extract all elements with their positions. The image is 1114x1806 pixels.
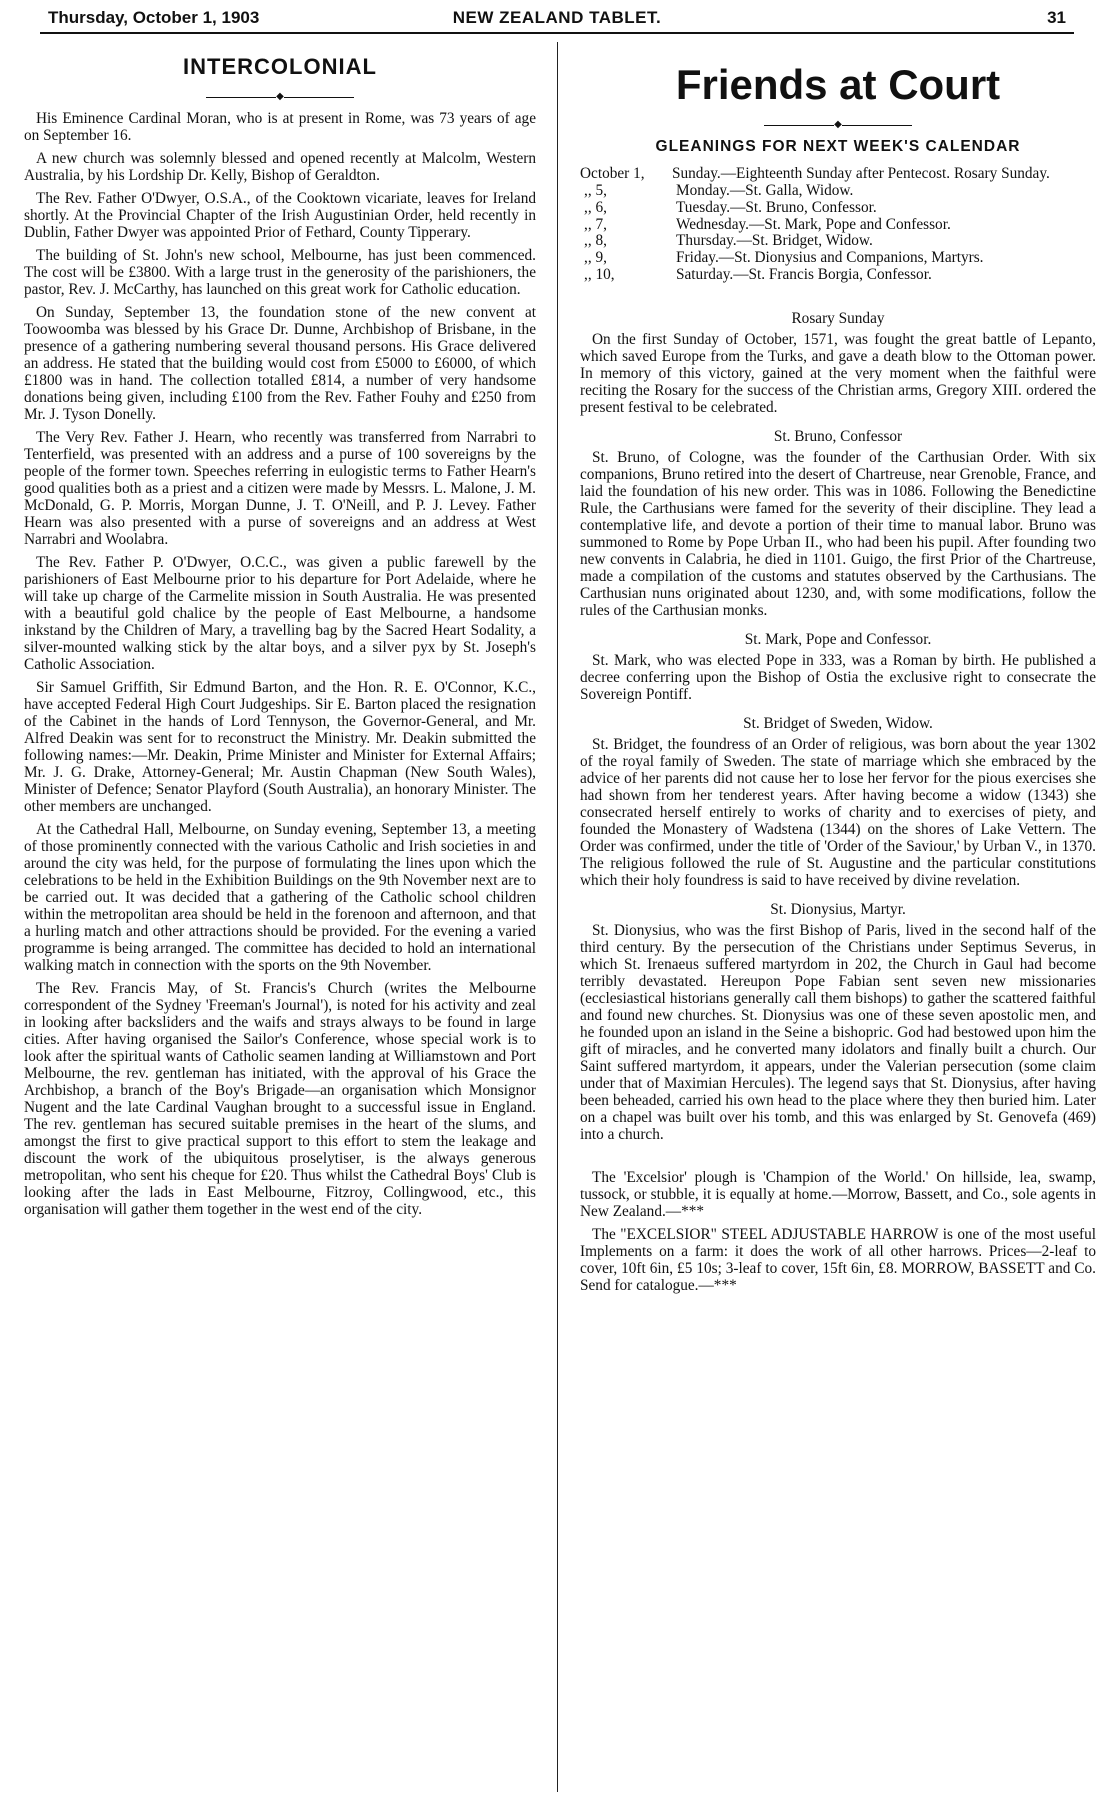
calendar-text: Friday.—St. Dionysius and Companions, Martyrs. (676, 249, 984, 267)
calendar-date: ,, 9, (584, 249, 607, 267)
column-divider (557, 42, 558, 1792)
issue-date: Thursday, October 1, 1903 (48, 8, 260, 27)
calendar-text: Saturday.—St. Francis Borgia, Confessor. (676, 266, 932, 284)
intercolonial-paragraphs (24, 110, 536, 1218)
calendar-date: ,, 10, (584, 266, 615, 284)
calendar-entry (580, 267, 1096, 284)
news-paragraph: On Sunday, September 13, the foundation stone of the new convent at Toowoomba was blessed by his Grace Dr. Dunne, Archbishop of Brisbane, in the presence of a gathering numbering several thousand persons. His Grace delivered an address. He stated that the building would cost from £5000 to £6000, of which £1800 was in hand. The collection totalled £814, a number of very handsome donations being given, including £100 from the Rev. Father Fouhy and £250 from Mr. J. Tyson Donelly. (24, 304, 536, 424)
calendar-text: Tuesday.—St. Bruno, Confessor. (676, 198, 877, 216)
spacer (580, 1149, 1096, 1169)
calendar-text: Thursday.—St. Bridget, Widow. (676, 232, 873, 250)
calendar-text: Monday.—St. Galla, Widow. (676, 182, 854, 200)
calendar-entry (580, 166, 1096, 183)
section-heading: St. Bridget of Sweden, Widow. (743, 714, 933, 732)
news-paragraph: The Rev. Father O'Dwyer, O.S.A., of the Cooktown vicariate, leaves for Ireland shortly. At the Provincial Chapter of the Irish Augustinian Order, held recently in Dublin, Father Dwyer was appointed Prior of Fethard, County Tipperary. (24, 190, 536, 242)
section-paragraph: St. Bruno, of Cologne, was the founder of the Carthusian Order. With six companions, Bruno retired into the desert of Chartreuse, near Grenoble, France, and laid the foundation of his new order. This was in 1086. Following the Benedictine Rule, the Carthusians were famed for the severity of their discipline. They lead a contemplative life, and devote a portion of their time to manual labor. Bruno was summoned to Rome by Pope Urban II., who had been his pupil. After founding two new convents in Calabria, he died in 1101. Guigo, the first Prior of the Chartreuse, made a compilation of the customs and statutes observed by the Carthusians. The Carthusian nuns originated about 1230, and, with some modifications, follow the rules of the Carthusian monks. (580, 448, 1096, 619)
calendar-list (580, 166, 1096, 284)
calendar-date: ,, 5, (584, 182, 607, 200)
news-paragraph: The Very Rev. Father J. Hearn, who recently was transferred from Narrabri to Tenterfield, was presented with an address and a purse of 100 sovereigns by the people of the former town. Speeches referring in eulogistic terms to Father Hearn's good qualities both as a priest and a citizen were made by Messrs. L. Malone, J. M. McDonald, G. P. Morris, Morgan Dunne, J. T. O'Neill, and P. J. Levey. Father Hearn was also presented with a purse of sovereigns and an address at West Narrabri and Woolabra. (24, 429, 536, 549)
news-paragraph: The Rev. Father P. O'Dwyer, O.C.C., was given a public farewell by the parishioners of East Melbourne prior to his departure for Port Adelaide, where he will take up charge of the Carmelite mission in South Australia. He was presented with a beautiful gold chalice by the people of East Melbourne, a handsome inkstand by the Children of Mary, a travelling bag by the Sacred Heart Sodality, a silver-mounted walking stick by the altar boys, and a silver pyx by St. Joseph's Catholic Association. (24, 554, 536, 674)
calendar-date: October 1, (580, 165, 645, 183)
friends-at-court-column (580, 62, 1096, 1300)
publication-name: NEW ZEALAND TABLET. (452, 8, 662, 27)
title-ornament: ◆ (580, 118, 1096, 132)
calendar-text: Sunday.—Eighteenth Sunday after Pentecost. Rosary Sunday. (672, 165, 1050, 183)
advertisement-paragraph: The 'Excelsior' plough is 'Champion of the World.' On hillside, lea, swamp, tussock, or stubble, it is equally at home.—Morrow, Bassett, and Co., sole agents in New Zealand.—*** (580, 1168, 1096, 1220)
news-paragraph: At the Cathedral Hall, Melbourne, on Sunday evening, September 13, a meeting of those prominently connected with the various Catholic and Irish societies in and around the city was held, for the purpose of formulating the lines upon which the celebrations to be held in the Exhibition Buildings on the 9th November next are to be carried out. It was decided that a gathering of the Catholic school children within the metropolitan area should be held in the forenoon and afternoon, and that a hurling match and other attractions should be provided. For the evening a varied programme is being arranged. The committee has decided to hold an international walking match in connection with the sports on the 9th November. (24, 821, 536, 975)
calendar-entry (580, 250, 1096, 267)
news-paragraph: Sir Samuel Griffith, Sir Edmund Barton, and the Hon. R. E. O'Connor, K.C., have accepted Federal High Court Judgeships. Sir E. Barton placed the resignation of the Cabinet in the hands of Lord Tennyson, the Governor-General, and Mr. Alfred Deakin was sent for to reconstruct the Ministry. Mr. Deakin submitted the following names:—Mr. Deakin, Prime Minister and Minister for External Affairs; Mr. J. G. Drake, Attorney-General; Mr. Austin Chapman (New South Wales), Minister of Defence; Senator Playford (South Australia), an honorary Minister. The other members are unchanged. (24, 679, 536, 816)
section-paragraph: St. Dionysius, who was the first Bishop of Paris, lived in the second half of the third century. By the persecution of the Christians under Septimus Severus, in which St. Irenaeus suffered martyrdom in 202, the Church in Gaul had become terribly devastated. Hereupon Pope Fabian sent seven new missionaries (ecclesiastical historians generally call them bishops) to gather the scattered faithful and found new churches. St. Dionysius was one of these seven apostolic men, and he founded upon an island in the Seine a bishopric. God had bestowed upon him the gift of miracles, and he converted many idolators and finally built a church. Our Saint suffered martyrdom, it appears, under the Valerian persecution (some claim under that of Maximian Hercules). The legend says that St. Dionysius, after having been beheaded, carried his own head to the place where they then buried him. Later on a chapel was built over his tomb, and this was enlarged by St. Genovefa (469) into a church. (580, 921, 1096, 1143)
masthead (40, 6, 1074, 34)
section-paragraph: St. Bridget, the foundress of an Order of religious, was born about the year 1302 of the royal family of Sweden. The state of marriage which she embraced by the advice of her parents did not cause her to lose her fervor for the pious exercises she had shown from her tenderest years. After having become a widow (1343) she consecrated herself entirely to works of charity and to exercises of piety, and founded the Monastery of Wadstena (1344) on the shores of Lake Vettern. The Order was confirmed, under the title of 'Order of the Saviour,' by Urban V., in 1370. The religious followed the rule of St. Augustine and the particular constitutions which their holy foundress is said to have received by divine revelation. (580, 735, 1096, 889)
news-paragraph: The building of St. John's new school, Melbourne, has just been commenced. The cost will be £3800. With a large trust in the generosity of the parishioners, the pastor, Rev. J. McCarthy, has launched on this great work for Catholic education. (24, 247, 536, 299)
advertisement-paragraph: The "EXCELSIOR" STEEL ADJUSTABLE HARROW is one of the most useful Implements on a farm: it does the work of all other harrows. Prices—2-leaf to cover, 10ft 6in, £5 10s; 3-leaf to cover, 15ft 6in, £8. MORROW, BASSETT and Co. Send for catalogue.—*** (580, 1225, 1096, 1294)
news-paragraph: His Eminence Cardinal Moran, who is at present in Rome, was 73 years of age on September 16. (24, 110, 536, 145)
section-paragraph: On the first Sunday of October, 1571, was fought the great battle of Lepanto, which saved Europe from the Turks, and gave a death blow to the Ottoman power. In memory of this victory, gained at the very moment when the faithful were reciting the Rosary for the success of the Christian arms, Gregory XIII. ordered the present festival to be celebrated. (580, 330, 1096, 416)
intercolonial-title: INTERCOLONIAL (183, 54, 377, 79)
calendar-date: ,, 6, (584, 198, 607, 216)
calendar-text: Wednesday.—St. Mark, Pope and Confessor. (676, 215, 951, 233)
news-paragraph: The Rev. Francis May, of St. Francis's Church (writes the Melbourne correspondent of the Sydney 'Freeman's Journal'), is noted for his activity and zeal in looking after backsliders and the waifs and strays always to be found in large cities. After having organised the Sailor's Conference, whose special work is to look after the spiritual wants of Catholic seamen landing at Williamstown and Port Melbourne, the rev. gentleman has initiated, with the approval of his Grace the Archbishop, a branch of the Boy's Brigade—an organisation which Monsignor Nugent and the late Cardinal Vaughan brought to a successful issue in England. The rev. gentleman has secured suitable premises in the heart of the slums, and amongst the first to give practical support to this effort to stem the leakage and discount the work of the ubiquitous proselytiser, is the always generous metropolitan, who sent his cheque for £20. Thus whilst the Cathedral Boys' Club is looking after the lads in East Melbourne, Fitzroy, Collingwood, etc., this organisation will gather them together in the west end of the city. (24, 980, 536, 1219)
calendar-entry (580, 200, 1096, 217)
calendar-subtitle: GLEANINGS FOR NEXT WEEK'S CALENDAR (655, 138, 1021, 156)
friends-at-court-title: Friends at Court (675, 61, 1001, 108)
calendar-date: ,, 7, (584, 215, 607, 233)
section-heading: St. Dionysius, Martyr. (770, 900, 906, 918)
section-heading: St. Mark, Pope and Confessor. (744, 630, 932, 648)
news-paragraph: A new church was solemnly blessed and opened recently at Malcolm, Western Australia, by his Lordship Dr. Kelly, Bishop of Geraldton. (24, 150, 536, 185)
section-heading: St. Bruno, Confessor (773, 427, 903, 445)
title-ornament: ◆ (24, 90, 536, 104)
intercolonial-column (24, 54, 536, 1224)
section-heading: Rosary Sunday (791, 309, 885, 327)
calendar-entry (580, 217, 1096, 234)
page-number: 31 (1047, 8, 1066, 27)
section-paragraph: St. Mark, who was elected Pope in 333, was a Roman by birth. He published a decree conferring upon the Bishop of Ostia the exclusive right to consecrate the Sovereign Pontiff. (580, 651, 1096, 703)
calendar-date: ,, 8, (584, 232, 607, 250)
calendar-entry (580, 233, 1096, 250)
calendar-entry (580, 183, 1096, 200)
